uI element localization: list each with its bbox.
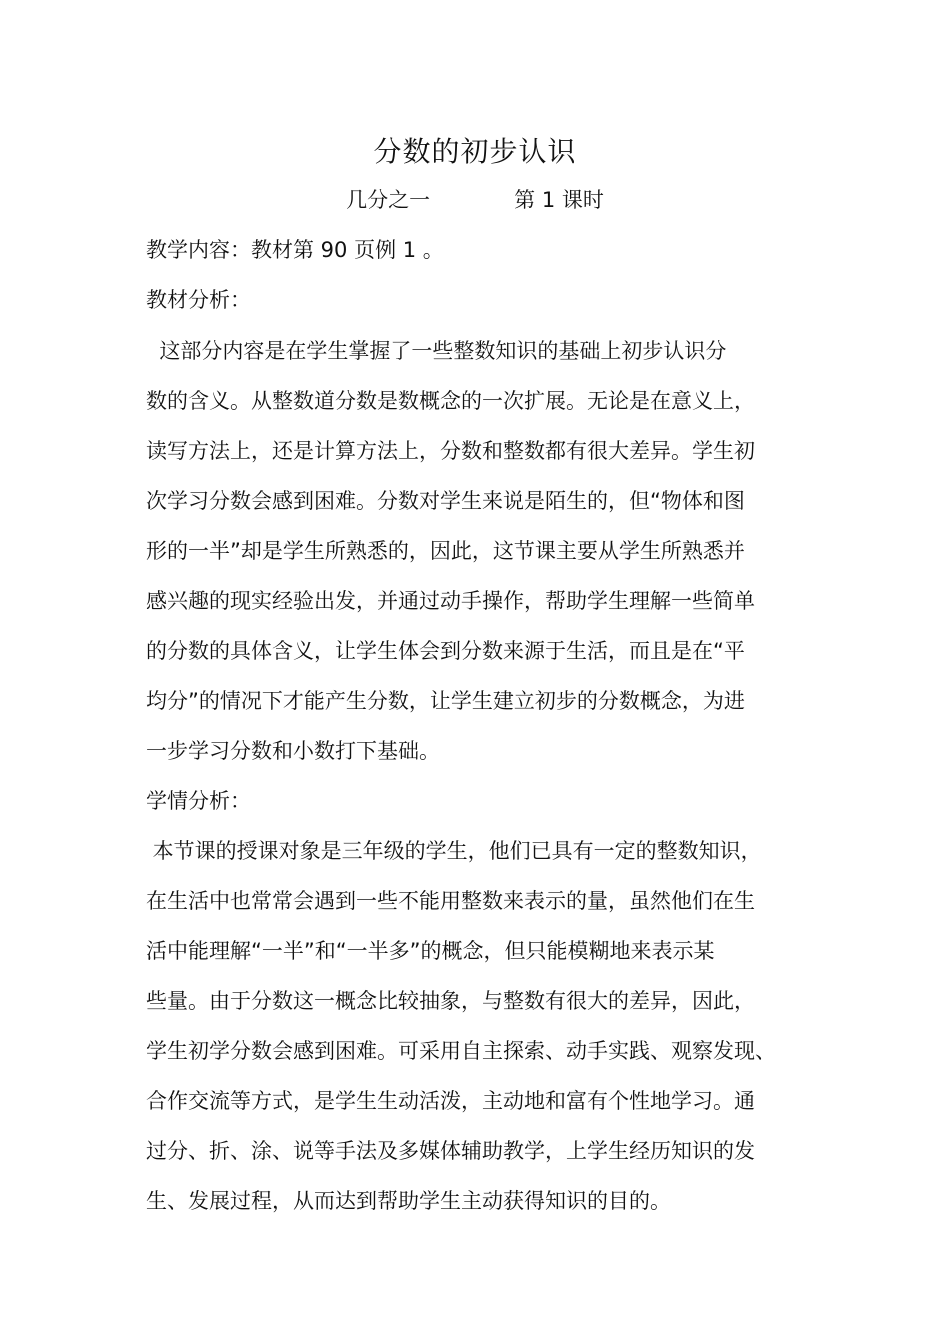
paragraph-line: 读写方法上，还是计算方法上，分数和整数都有很大差异。学生初	[146, 439, 755, 463]
document-title: 分数的初步认识	[373, 135, 577, 168]
paragraph-line: 数的含义。从整数道分数是数概念的一次扩展。无论是在意义上，	[146, 389, 755, 413]
teaching-content-line: 教学内容：教材第 90 页例 1 。	[146, 238, 444, 262]
section-heading-student-analysis: 学情分析：	[146, 789, 251, 813]
paragraph-line: 合作交流等方式，是学生生动活泼，主动地和富有个性地学习。通	[146, 1089, 755, 1113]
paragraph-line: 本节课的授课对象是三年级的学生，他们已具有一定的整数知识，	[146, 839, 762, 863]
paragraph-line: 均分”的情况下才能产生分数，让学生建立初步的分数概念，为进	[146, 689, 745, 713]
subtitle-lesson-period: 第 1 课时	[514, 188, 604, 212]
paragraph-line: 生、发展过程，从而达到帮助学生主动获得知识的目的。	[146, 1189, 671, 1213]
paragraph-line: 在生活中也常常会遇到一些不能用整数来表示的量，虽然他们在生	[146, 889, 755, 913]
paragraph-line: 过分、折、涂、说等手法及多媒体辅助教学，上学生经历知识的发	[146, 1139, 755, 1163]
paragraph-line: 形的一半”却是学生所熟悉的，因此，这节课主要从学生所熟悉并	[146, 539, 745, 563]
paragraph-line: 这部分内容是在学生掌握了一些整数知识的基础上初步认识分	[146, 339, 727, 363]
paragraph-line: 活中能理解“一半”和“一半多”的概念，但只能模糊地来表示某	[146, 939, 715, 963]
document-subtitle	[0, 185, 950, 215]
section-heading-textbook-analysis: 教材分析：	[146, 288, 251, 312]
paragraph-line: 学生初学分数会感到困难。可采用自主探索、动手实践、观察发现、	[146, 1039, 776, 1063]
paragraph-line: 些量。由于分数这一概念比较抽象，与整数有很大的差异，因此，	[146, 989, 755, 1013]
paragraph-line: 的分数的具体含义，让学生体会到分数来源于生活，而且是在“平	[146, 639, 745, 663]
subtitle-lesson-name: 几分之一	[346, 188, 431, 212]
paragraph-line: 感兴趣的现实经验出发，并通过动手操作，帮助学生理解一些简单	[146, 589, 755, 613]
paragraph-line: 一步学习分数和小数打下基础。	[146, 739, 440, 763]
paragraph-line: 次学习分数会感到困难。分数对学生来说是陌生的，但“物体和图	[146, 489, 745, 513]
